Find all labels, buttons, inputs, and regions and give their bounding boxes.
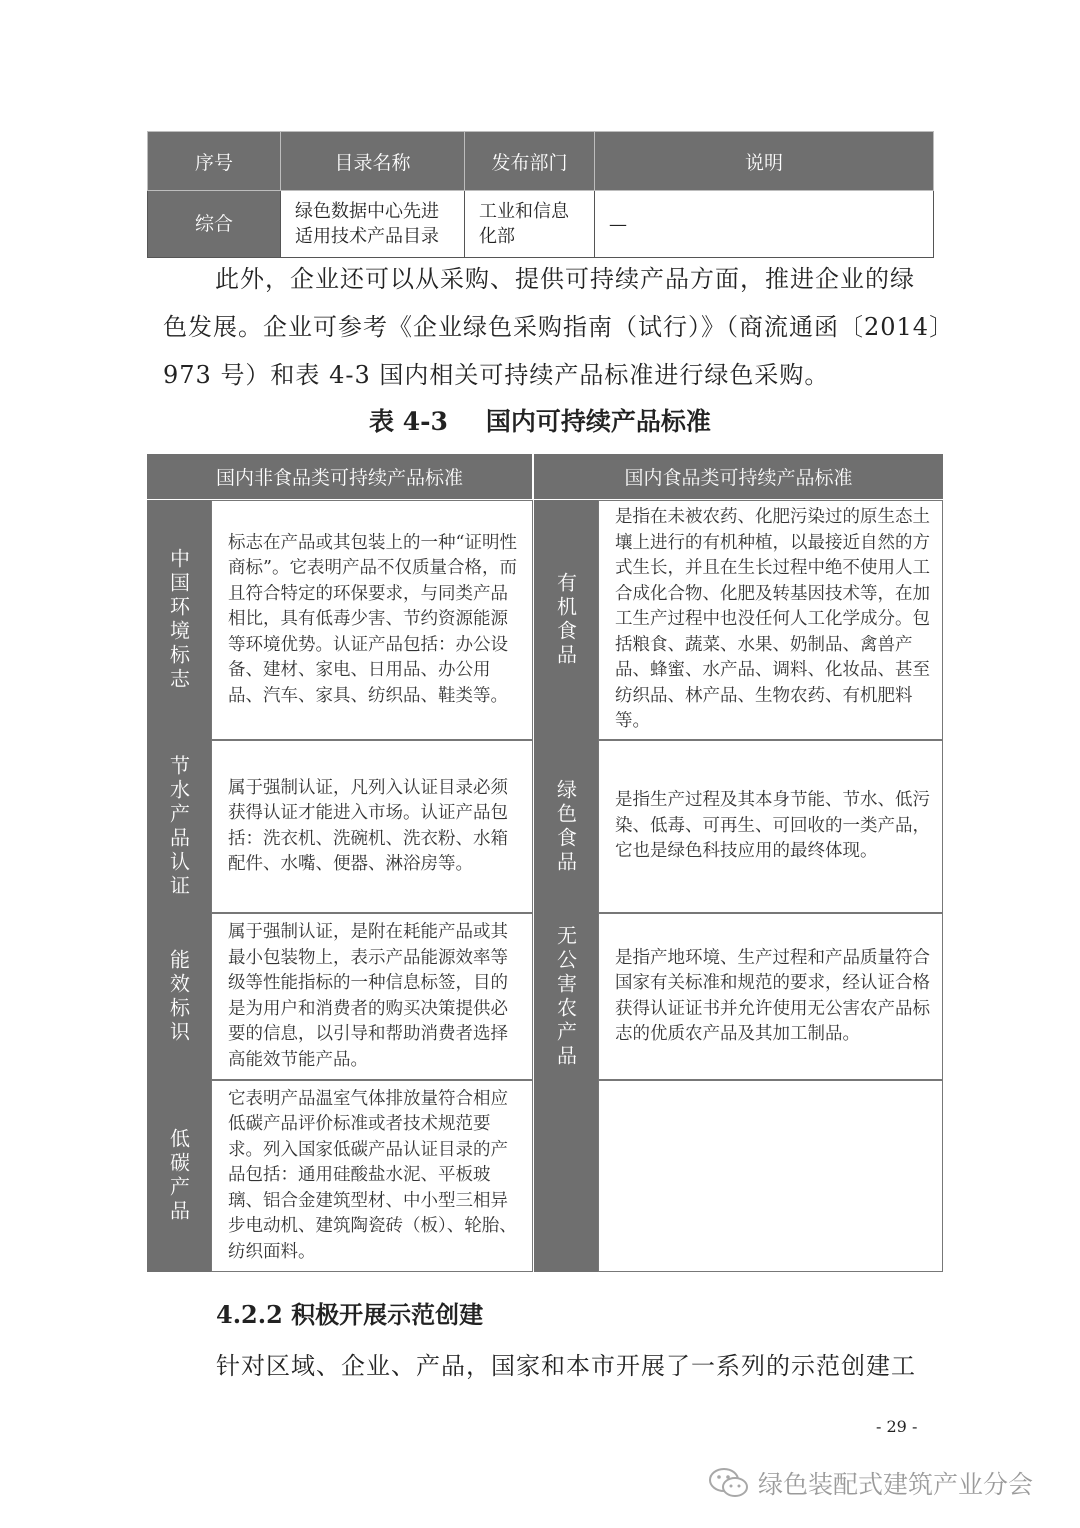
paragraph-line3: 973 号）和表 4-3 国内相关可持续产品标准进行绿色采购。 — [163, 361, 830, 389]
row1-right-text: 是指在未被农药、化肥污染过的原生态土壤上进行的有机种植，以最接近自然的方式生长，并且在生长过程中绝不使用人工合成化合物、化肥及转基因技术等，在加工生产过程中也没任何人工化学成分。包括粮食、蔬菜、水果、奶制品、禽兽产品、蜂蜜、水产品、调料、化妆品、甚至纺织品、林产品、生物农药、有机肥料等。 — [598, 500, 943, 740]
row-catalog-name — [281, 191, 465, 258]
row-description: — — [595, 191, 934, 258]
row2-left-text: 属于强制认证，凡列入认证目录必须获得认证才能进入市场。认证产品包括：洗衣机、洗碗机、洗衣粉、水箱配件、水嘴、便器、淋浴房等。 — [211, 740, 533, 913]
catalog-name-line2: 适用技术产品目录 — [295, 226, 439, 247]
row4-left-label: 低碳产品 — [147, 1080, 211, 1272]
row4-left-text: 它表明产品温室气体排放量符合相应低碳产品评价标准或者技术规范要求。列入国家低碳产品认证目录的产品包括：通用硅酸盐水泥、平板玻璃、铝合金建筑型材、中小型三相异步电动机、建筑陶瓷砖（板）、轮胎、纺织面料。 — [211, 1080, 533, 1272]
row2-right-text: 是指生产过程及其本身节能、节水、低污染、低毒、可再生、可回收的一类产品，它也是绿色科技应用的最终体现。 — [598, 740, 943, 913]
catalog-table-header — [148, 132, 934, 191]
watermark-text: 绿色装配式建筑产业分会 — [758, 1470, 1034, 1499]
row2-right-label: 绿色食品 — [534, 740, 598, 913]
right-header: 国内食品类可持续产品标准 — [534, 454, 943, 499]
caption-number: 表 4-3 — [369, 407, 448, 436]
header-description: 说明 — [595, 132, 934, 191]
row3-right-text: 是指产地环境、生产过程和产品质量符合国家有关标准和规范的要求，经认证合格获得认证证书并允许使用无公害农产品标志的优质农产品及其加工制品。 — [598, 913, 943, 1080]
publisher-line2: 化部 — [479, 226, 515, 247]
row3-left-text: 属于强制认证，是附在耗能产品或其最小包装物上，表示产品能源效率等级等性能指标的一种信息标签，目的是为用户和消费者的购买决策提供必要的信息，以引导和帮助消费者选择高能效节能产品。 — [211, 913, 533, 1080]
header-catalog-name: 目录名称 — [281, 132, 465, 191]
row4-right-text — [598, 1080, 943, 1272]
caption-title: 国内可持续产品标准 — [485, 407, 711, 436]
row4-right-label — [534, 1080, 598, 1272]
catalog-table — [147, 131, 934, 258]
row3-left-label: 能效标识 — [147, 913, 211, 1080]
left-header: 国内非食品类可持续产品标准 — [147, 454, 532, 499]
catalog-name-line1: 绿色数据中心先进 — [295, 201, 439, 222]
row1-left-label: 中国环境标志 — [147, 500, 211, 740]
table-caption — [0, 402, 1080, 438]
row2-left-label: 节水产品认证 — [147, 740, 211, 913]
row1-left-text: 标志在产品或其包装上的一种“证明性商标”。它表明产品不仅质量合格，而且符合特定的环保要求，与同类产品相比，具有低毒少害、节约资源能源等环境优势。认证产品包括：办公设备、建材、家电、日用品、办公用品、汽车、家具、纺织品、鞋类等。 — [211, 500, 533, 740]
row-category: 综合 — [148, 191, 281, 258]
row1-right-label: 有机食品 — [534, 500, 598, 740]
paragraph-line2: 色发展。企业可参考《企业绿色采购指南（试行）》（商流通函〔2014〕 — [163, 313, 955, 341]
publisher-line1: 工业和信息 — [479, 201, 569, 222]
wechat-icon — [708, 1466, 750, 1500]
row3-right-label: 无公害农产品 — [534, 913, 598, 1080]
page-number: - 29 - — [876, 1417, 918, 1436]
table-row — [148, 191, 934, 258]
section-heading: 4.2.2 积极开展示范创建 — [216, 1300, 484, 1329]
row-publisher — [465, 191, 595, 258]
header-publisher: 发布部门 — [465, 132, 595, 191]
watermark — [708, 1465, 1033, 1501]
header-serial: 序号 — [148, 132, 281, 191]
paragraph-line1: 此外，企业还可以从采购、提供可持续产品方面，推进企业的绿 — [215, 265, 915, 293]
section-paragraph: 针对区域、企业、产品，国家和本市开展了一系列的示范创建工 — [216, 1352, 916, 1380]
